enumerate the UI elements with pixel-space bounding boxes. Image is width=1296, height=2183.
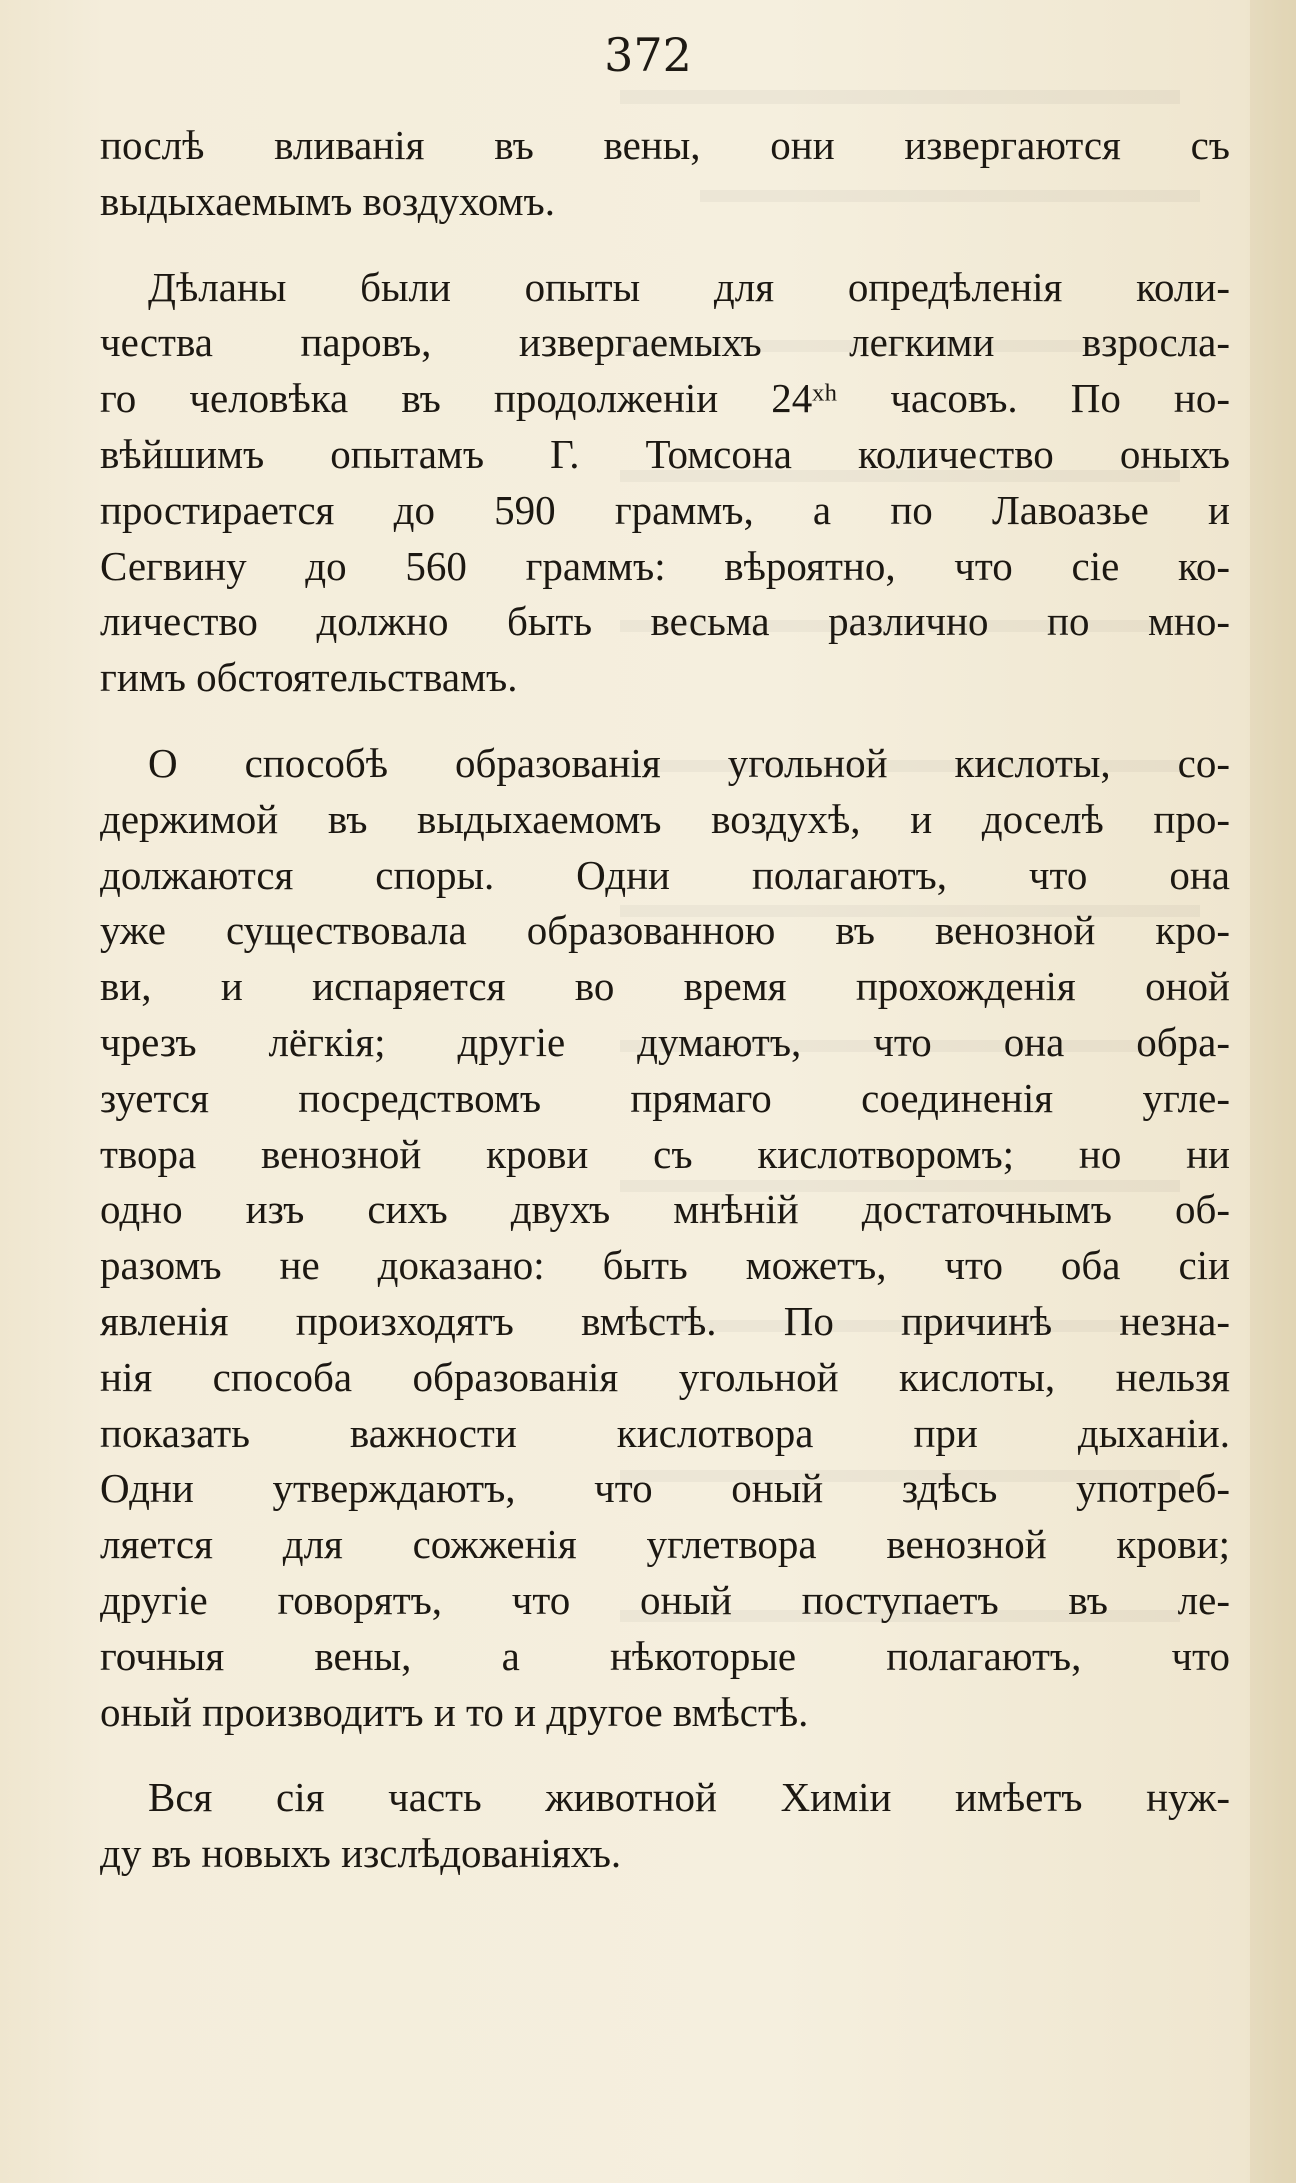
text-line: выдыхаемымъ воздухомъ.: [100, 177, 556, 224]
text-line: О способѣ образованія угольной кислоты, со-: [148, 739, 1230, 786]
text-line: Вся сія часть животной Химіи имѣетъ нуж-: [148, 1774, 1230, 1821]
text-line: простирается до 590 граммъ, а по Лавоазье и: [100, 486, 1230, 533]
text-line: разомъ не доказано: быть можетъ, что оба сіи: [100, 1242, 1230, 1289]
text-line: оный производитъ и то и другое вмѣстѣ.: [100, 1688, 809, 1735]
paragraph-gap: [100, 1740, 1230, 1770]
text-line: го человѣка въ продолженіи 24ˣʰ часовъ. По но-: [100, 375, 1230, 422]
text-line: гочныя вены, а нѣкоторые полагаютъ, что: [100, 1632, 1230, 1679]
paragraph-1: [100, 118, 1230, 230]
text-line: уже существовала образованною въ венозной кро-: [100, 907, 1230, 954]
text-line: другіе говорятъ, что оный поступаетъ въ ле-: [100, 1576, 1230, 1623]
paragraph-gap: [100, 706, 1230, 736]
paragraph-2: [100, 260, 1230, 706]
paragraph-gap: [100, 230, 1230, 260]
text-line: чества паровъ, извергаемыхъ легкими взросла-: [100, 319, 1230, 366]
text-line: ляется для сожженія углетвора венозной крови;: [100, 1521, 1230, 1568]
text-line: держимой въ выдыхаемомъ воздухѣ, и доселѣ про-: [100, 795, 1230, 842]
text-line: Сегвину до 560 граммъ: вѣроятно, что сіе ко-: [100, 542, 1230, 589]
text-line: нія способа образованія угольной кислоты, нельзя: [100, 1353, 1230, 1400]
text-line: личество должно быть весьма различно по мно-: [100, 598, 1230, 645]
text-line: показать важности кислотвора при дыханіи.: [100, 1409, 1230, 1456]
text-line: зуется посредствомъ прямаго соединенія угле-: [100, 1074, 1230, 1121]
text-line: явленія произходятъ вмѣстѣ. По причинѣ незна-: [100, 1297, 1230, 1344]
text-line: вѣйшимъ опытамъ Г. Томсона количество оныхъ: [100, 430, 1230, 477]
text-line: Дѣланы были опыты для опредѣленія коли-: [148, 263, 1230, 310]
text-line: ви, и испаряется во время прохожденія оной: [100, 963, 1230, 1010]
text-line: должаются споры. Одни полагаютъ, что она: [100, 851, 1230, 898]
page-number: 372: [604, 28, 692, 82]
text-line: ду въ новыхъ изслѣдованіяхъ.: [100, 1830, 622, 1877]
paragraph-4: [100, 1770, 1230, 1882]
body-text: [100, 118, 1230, 1882]
text-line: одно изъ сихъ двухъ мнѣній достаточнымъ об-: [100, 1186, 1230, 1233]
text-line: гимъ обстоятельствамъ.: [100, 654, 518, 701]
text-line: послѣ вливанія въ вены, они извергаются съ: [100, 122, 1230, 168]
text-line: чрезъ лёгкія; другіе думаютъ, что она обра-: [100, 1018, 1230, 1065]
text-line: Одни утверждаютъ, что оный здѣсь употреб-: [100, 1465, 1230, 1512]
text-line: твора венозной крови съ кислотворомъ; но ни: [100, 1130, 1230, 1177]
paragraph-3: [100, 736, 1230, 1740]
